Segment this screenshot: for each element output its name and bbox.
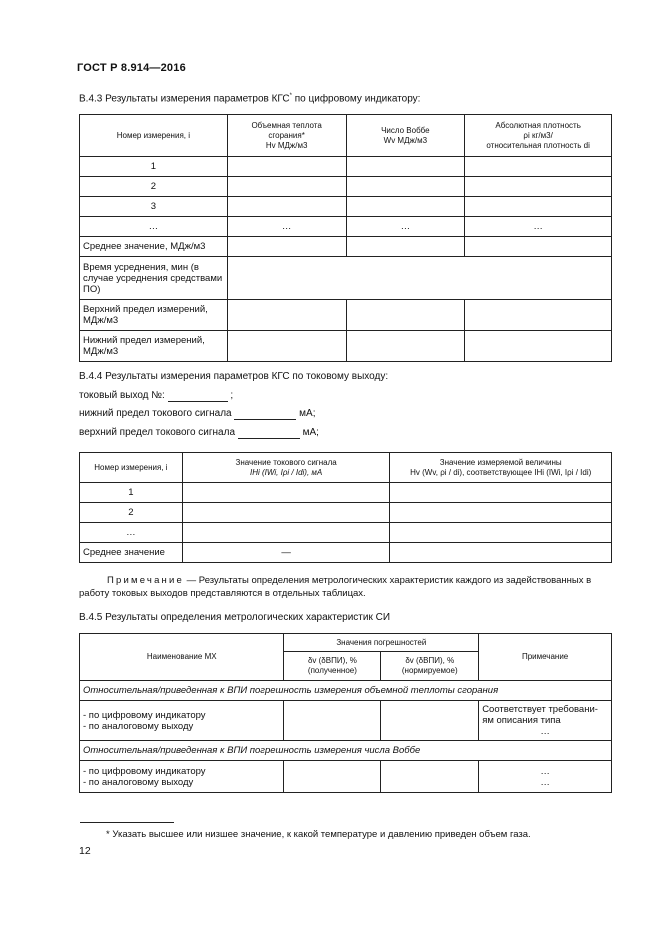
cell-dots: … [227,217,346,237]
row-number: … [80,523,183,543]
col-measured-value: Значение измеряемой величины Hv (Wv, ρi / di), соответствующее IHi (IWi, Iρi / Idi) [390,453,612,483]
col-obtained: δv (δВПИ), % (полученное) [284,652,381,681]
col-current-signal: Значение токового сигнала IHi (IWi, Iρi / Idi), мА [182,453,390,483]
col-remark: Примечание [479,634,612,681]
row-average: Среднее значение [80,543,183,563]
items-wobbe: - по цифровому индикатору - по аналоговому выходу [80,761,284,793]
current-output-line: токовый выход №: ; [79,390,234,401]
cell-dots: … [465,217,612,237]
remark-heat-value: Соответствует требовани- ям описания типа … [479,701,612,741]
footnote-divider [80,822,174,823]
group-wobbe: Относительная/приведенная к ВПИ погрешность измерения числа Воббе [80,741,612,761]
row-number: 2 [80,177,228,197]
section-title-b45: В.4.5 Результаты определения метрологических характеристик СИ [79,612,391,623]
row-number: 1 [80,157,228,177]
row-number: 3 [80,197,228,217]
row-averaging-time: Время усреднения, мин (в случае усреднения средствами ПО) [80,257,228,300]
row-lower-limit: Нижний предел измерений, МДж/м3 [80,331,228,362]
row-number: 2 [80,503,183,523]
section-title-b43: В.4.3 Результаты измерения параметров КГС* по цифровому индикатору: [79,93,421,105]
lower-current-line: нижний предел токового сигнала мА; [79,408,316,419]
col-mx-name: Наименование МХ [80,634,284,681]
table-note: Примечание — Результаты определения метрологических характеристик каждого из задействованных в работу токовых выходов представляются в отдельных таблицах. [79,575,592,599]
table-digital-indicator [79,114,612,362]
col-measurement-number: Номер измерения, i [80,453,183,483]
cell-dash: — [182,543,390,563]
section-title-b44: В.4.4 Результаты измерения параметров КГС по токовому выходу: [79,371,389,382]
col-normalized: δv (δВПИ), % (нормируемое) [381,652,479,681]
row-average: Среднее значение, МДж/м3 [80,237,228,257]
cell-dots: … [346,217,465,237]
table-metrological [79,633,612,793]
col-wobbe: Число Воббе Wv МДж/м3 [346,115,465,157]
group-heat-value: Относительная/приведенная к ВПИ погрешность измерения объемной теплоты сгорания [80,681,612,701]
table-current-output [79,452,612,563]
col-density: Абсолютная плотность ρi кг/м3/ относительная плотность di [465,115,612,157]
row-upper-limit: Верхний предел измерений, МДж/м3 [80,300,228,331]
col-error-values: Значения погрешностей [284,634,479,652]
remark-wobbe: … … [479,761,612,793]
row-number: 1 [80,483,183,503]
page-title: ГОСТ Р 8.914—2016 [77,62,186,74]
upper-current-line: верхний предел токового сигнала мА; [79,427,319,438]
col-measurement-number: Номер измерения, i [80,115,228,157]
page-number: 12 [79,845,91,857]
items-heat-value: - по цифровому индикатору - по аналоговому выходу [80,701,284,741]
col-heat-value: Объемная теплота сгорания* Hv МДж/м3 [227,115,346,157]
row-number: … [80,217,228,237]
footnote: * Указать высшее или низшее значение, к какой температуре и давлению приведен объем газа. [106,829,531,840]
